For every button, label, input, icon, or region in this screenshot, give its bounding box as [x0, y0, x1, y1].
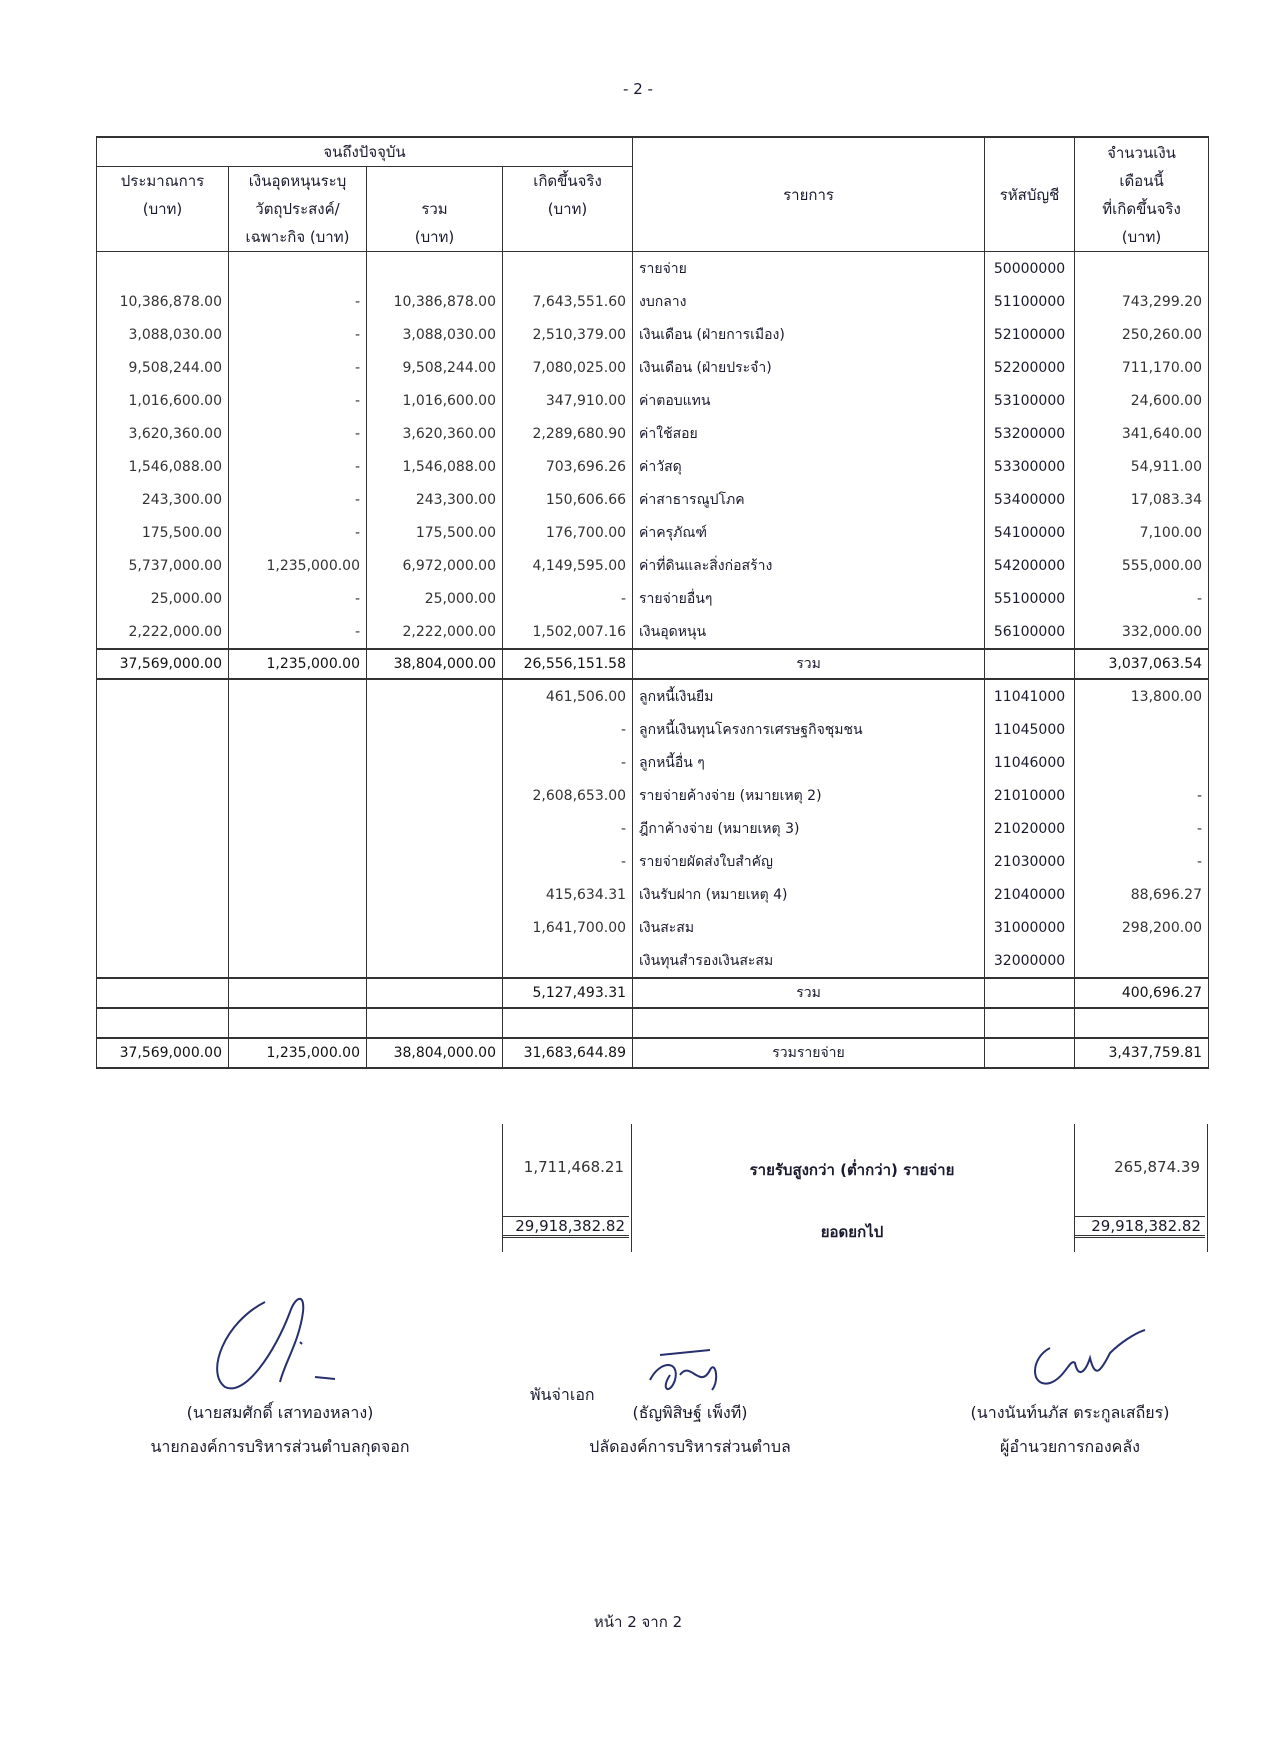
- account-cell-month: -: [1075, 812, 1209, 845]
- expense-cell-month: 341,640.00: [1075, 417, 1209, 450]
- expense-cell-item: เงินอุดหนุน: [633, 615, 985, 649]
- account-cell-item: เงินทุนสำรองเงินสะสม: [633, 944, 985, 978]
- total-month: 3,037,063.54: [1075, 649, 1209, 679]
- expense-row: [97, 351, 1209, 384]
- account-cell-code: 11045000: [985, 713, 1075, 746]
- signatory-left-name: (นายสมศักดิ์ เสาทองหลาง): [186, 1403, 374, 1422]
- account-cell-code: 21040000: [985, 878, 1075, 911]
- expense-cell-budget: 175,500.00: [97, 516, 229, 549]
- empty-cell: [367, 713, 503, 746]
- expense-cell-actual: 7,643,551.60: [503, 285, 633, 318]
- expense-cell-code: 53200000: [985, 417, 1075, 450]
- signatory-right: [920, 1396, 1220, 1464]
- expense-cell-actual: 2,289,680.90: [503, 417, 633, 450]
- empty-cell: [229, 878, 367, 911]
- expense-cell-total: [367, 252, 503, 286]
- expense-cell-item: เงินเดือน (ฝ่ายประจำ): [633, 351, 985, 384]
- signatory-mid-rank: พันจ่าเอก: [530, 1385, 595, 1404]
- expense-cell-month: 7,100.00: [1075, 516, 1209, 549]
- expense-cell-item: รายจ่าย: [633, 252, 985, 286]
- account-cell-month: -: [1075, 845, 1209, 878]
- expense-cell-subsidy: -: [229, 285, 367, 318]
- account-cell-item: ลูกหนี้เงินยืม: [633, 679, 985, 713]
- account-row: [97, 679, 1209, 713]
- total-subsidy: 1,235,000.00: [229, 649, 367, 679]
- empty-cell: [229, 779, 367, 812]
- expense-cell-actual: 1,502,007.16: [503, 615, 633, 649]
- signature-left: [195, 1282, 355, 1402]
- expense-cell-actual: 7,080,025.00: [503, 351, 633, 384]
- signatory-right-title: ผู้อำนวยการกองคลัง: [1000, 1437, 1140, 1456]
- expense-cell-budget: 1,546,088.00: [97, 450, 229, 483]
- expense-cell-total: 1,016,600.00: [367, 384, 503, 417]
- account-cell-code: 31000000: [985, 911, 1075, 944]
- expense-row: [97, 549, 1209, 582]
- expense-total-row: [97, 649, 1209, 679]
- expense-cell-month: 54,911.00: [1075, 450, 1209, 483]
- expense-cell-item: ค่าวัสดุ: [633, 450, 985, 483]
- account-cell-month: -: [1075, 779, 1209, 812]
- account-row: [97, 911, 1209, 944]
- account-row: [97, 713, 1209, 746]
- empty-cell: [367, 679, 503, 713]
- account-cell-code: 32000000: [985, 944, 1075, 978]
- other-total-row: [97, 978, 1209, 1008]
- expense-cell-code: 53300000: [985, 450, 1075, 483]
- account-cell-item: รายจ่ายผัดส่งใบสำคัญ: [633, 845, 985, 878]
- expense-cell-subsidy: -: [229, 516, 367, 549]
- signatory-mid-title: ปลัดองค์การบริหารส่วนตำบล: [589, 1437, 791, 1456]
- expense-cell-subsidy: -: [229, 483, 367, 516]
- account-cell-actual: 461,506.00: [503, 679, 633, 713]
- expense-cell-item: ค่าใช้สอย: [633, 417, 985, 450]
- account-cell-code: 11041000: [985, 679, 1075, 713]
- account-row: [97, 944, 1209, 978]
- spacer-row: [97, 1008, 1209, 1038]
- expense-cell-month: 332,000.00: [1075, 615, 1209, 649]
- empty-cell: [367, 911, 503, 944]
- account-cell-actual: -: [503, 746, 633, 779]
- expense-cell-subsidy: -: [229, 318, 367, 351]
- carried-month: 29,918,382.82: [1075, 1216, 1205, 1238]
- expense-cell-total: 9,508,244.00: [367, 351, 503, 384]
- account-cell-month: 88,696.27: [1075, 878, 1209, 911]
- account-cell-code: 21030000: [985, 845, 1075, 878]
- empty-cell: [367, 779, 503, 812]
- expense-cell-budget: 10,386,878.00: [97, 285, 229, 318]
- expense-cell-month: -: [1075, 582, 1209, 615]
- expense-cell-subsidy: -: [229, 582, 367, 615]
- header-actual: เกิดขึ้นจริง (บาท): [503, 167, 633, 252]
- account-row: [97, 812, 1209, 845]
- expense-cell-item: ค่าสาธารณูปโภค: [633, 483, 985, 516]
- carried-actual: 29,918,382.82: [503, 1216, 629, 1238]
- account-cell-item: เงินสะสม: [633, 911, 985, 944]
- empty-cell: [229, 812, 367, 845]
- empty-cell: [97, 911, 229, 944]
- empty-cell: [97, 779, 229, 812]
- expense-cell-code: 52100000: [985, 318, 1075, 351]
- account-cell-code: 21010000: [985, 779, 1075, 812]
- signature-middle: [640, 1340, 730, 1400]
- account-row: [97, 878, 1209, 911]
- empty-cell: [229, 713, 367, 746]
- header-group: จนถึงปัจจุบัน: [97, 137, 633, 167]
- account-row: [97, 746, 1209, 779]
- expense-cell-total: 243,300.00: [367, 483, 503, 516]
- expense-cell-item: งบกลาง: [633, 285, 985, 318]
- expense-cell-budget: 3,620,360.00: [97, 417, 229, 450]
- account-cell-item: รายจ่ายค้างจ่าย (หมายเหตุ 2): [633, 779, 985, 812]
- signatory-mid-name: (ธัญพิสิษฐ์ เพ็งที): [632, 1403, 748, 1422]
- expense-cell-total: 1,546,088.00: [367, 450, 503, 483]
- expense-cell-code: 54100000: [985, 516, 1075, 549]
- expense-cell-actual: 347,910.00: [503, 384, 633, 417]
- expense-cell-total: 6,972,000.00: [367, 549, 503, 582]
- expense-cell-month: 743,299.20: [1075, 285, 1209, 318]
- account-cell-actual: 1,641,700.00: [503, 911, 633, 944]
- expense-row: [97, 384, 1209, 417]
- expense-cell-subsidy: -: [229, 351, 367, 384]
- grand-subsidy: 1,235,000.00: [229, 1038, 367, 1068]
- expense-row: [97, 285, 1209, 318]
- expense-row: [97, 483, 1209, 516]
- account-row: [97, 779, 1209, 812]
- account-cell-code: 21020000: [985, 812, 1075, 845]
- expense-cell-actual: 2,510,379.00: [503, 318, 633, 351]
- account-cell-actual: -: [503, 713, 633, 746]
- header-code: รหัสบัญชี: [985, 137, 1075, 252]
- expense-cell-actual: [503, 252, 633, 286]
- empty-cell: [97, 845, 229, 878]
- account-cell-item: ลูกหนี้อื่น ๆ: [633, 746, 985, 779]
- account-cell-month: [1075, 746, 1209, 779]
- account-cell-month: [1075, 944, 1209, 978]
- surplus-label: รายรับสูงกว่า (ต่ำกว่า) รายจ่าย: [749, 1161, 955, 1179]
- expense-cell-budget: 243,300.00: [97, 483, 229, 516]
- expense-cell-budget: [97, 252, 229, 286]
- empty-cell: [229, 746, 367, 779]
- expense-cell-total: 25,000.00: [367, 582, 503, 615]
- expense-row: [97, 318, 1209, 351]
- expense-cell-item: ค่าตอบแทน: [633, 384, 985, 417]
- signatory-middle: [540, 1396, 840, 1464]
- expense-cell-total: 175,500.00: [367, 516, 503, 549]
- expense-cell-subsidy: -: [229, 417, 367, 450]
- total-total: 38,804,000.00: [367, 649, 503, 679]
- account-cell-code: 11046000: [985, 746, 1075, 779]
- expense-cell-code: 55100000: [985, 582, 1075, 615]
- expense-cell-item: รายจ่ายอื่นๆ: [633, 582, 985, 615]
- expense-cell-month: 711,170.00: [1075, 351, 1209, 384]
- account-cell-actual: [503, 944, 633, 978]
- expense-cell-actual: 4,149,595.00: [503, 549, 633, 582]
- signatory-left: [120, 1396, 440, 1464]
- expense-cell-subsidy: 1,235,000.00: [229, 549, 367, 582]
- empty-cell: [229, 911, 367, 944]
- empty-cell: [97, 944, 229, 978]
- expense-cell-code: 50000000: [985, 252, 1075, 286]
- carried-label: ยอดยกไป: [820, 1223, 884, 1241]
- expense-cell-month: 250,260.00: [1075, 318, 1209, 351]
- expense-cell-budget: 25,000.00: [97, 582, 229, 615]
- expense-cell-actual: 703,696.26: [503, 450, 633, 483]
- expense-cell-total: 10,386,878.00: [367, 285, 503, 318]
- other-total-label: รวม: [633, 978, 985, 1008]
- expense-cell-code: 56100000: [985, 615, 1075, 649]
- grand-month: 3,437,759.81: [1075, 1038, 1209, 1068]
- other-total-actual: 5,127,493.31: [503, 978, 633, 1008]
- expense-cell-budget: 5,737,000.00: [97, 549, 229, 582]
- expense-cell-item: ค่าที่ดินและสิ่งก่อสร้าง: [633, 549, 985, 582]
- account-cell-item: เงินรับฝาก (หมายเหตุ 4): [633, 878, 985, 911]
- account-cell-item: ฎีกาค้างจ่าย (หมายเหตุ 3): [633, 812, 985, 845]
- total-budget: 37,569,000.00: [97, 649, 229, 679]
- header-subsidy: เงินอุดหนุนระบุ วัตถุประสงค์/ เฉพาะกิจ (บาท): [229, 167, 367, 252]
- expense-cell-budget: 9,508,244.00: [97, 351, 229, 384]
- page-marker: - 2 -: [623, 80, 653, 98]
- account-cell-actual: 2,608,653.00: [503, 779, 633, 812]
- expense-cell-month: [1075, 252, 1209, 286]
- expense-row: [97, 450, 1209, 483]
- empty-cell: [367, 878, 503, 911]
- account-cell-month: 13,800.00: [1075, 679, 1209, 713]
- account-cell-actual: -: [503, 845, 633, 878]
- signatory-left-title: นายกองค์การบริหารส่วนตำบลกุดจอก: [150, 1437, 410, 1456]
- expense-cell-code: 54200000: [985, 549, 1075, 582]
- grand-budget: 37,569,000.00: [97, 1038, 229, 1068]
- grand-actual: 31,683,644.89: [503, 1038, 633, 1068]
- expense-row: [97, 417, 1209, 450]
- empty-cell: [229, 845, 367, 878]
- empty-cell: [97, 746, 229, 779]
- ledger-table: [96, 136, 1209, 1069]
- expense-cell-budget: 3,088,030.00: [97, 318, 229, 351]
- signature-right: [1020, 1328, 1150, 1398]
- empty-cell: [229, 944, 367, 978]
- grand-total: 38,804,000.00: [367, 1038, 503, 1068]
- grand-total-row: [97, 1038, 1209, 1068]
- header-budget: ประมาณการ (บาท): [97, 167, 229, 252]
- expense-cell-actual: -: [503, 582, 633, 615]
- expense-row: [97, 252, 1209, 286]
- account-cell-actual: -: [503, 812, 633, 845]
- empty-cell: [367, 944, 503, 978]
- account-cell-actual: 415,634.31: [503, 878, 633, 911]
- expense-cell-actual: 176,700.00: [503, 516, 633, 549]
- empty-cell: [229, 679, 367, 713]
- expense-cell-code: 51100000: [985, 285, 1075, 318]
- expense-cell-code: 53100000: [985, 384, 1075, 417]
- expense-cell-subsidy: -: [229, 384, 367, 417]
- total-actual: 26,556,151.58: [503, 649, 633, 679]
- account-cell-month: 298,200.00: [1075, 911, 1209, 944]
- empty-cell: [97, 713, 229, 746]
- empty-cell: [367, 746, 503, 779]
- expense-cell-item: ค่าครุภัณฑ์: [633, 516, 985, 549]
- expense-cell-month: 24,600.00: [1075, 384, 1209, 417]
- expense-cell-budget: 1,016,600.00: [97, 384, 229, 417]
- expense-row: [97, 615, 1209, 649]
- page-footer: หน้า 2 จาก 2: [593, 1613, 683, 1631]
- empty-cell: [97, 679, 229, 713]
- expense-cell-code: 53400000: [985, 483, 1075, 516]
- expense-row: [97, 516, 1209, 549]
- account-cell-month: [1075, 713, 1209, 746]
- expense-cell-month: 17,083.34: [1075, 483, 1209, 516]
- expense-cell-subsidy: -: [229, 615, 367, 649]
- expense-cell-subsidy: [229, 252, 367, 286]
- empty-cell: [367, 845, 503, 878]
- other-total-month: 400,696.27: [1075, 978, 1209, 1008]
- account-cell-item: ลูกหนี้เงินทุนโครงการเศรษฐกิจชุมชน: [633, 713, 985, 746]
- surplus-month: 265,874.39: [1114, 1158, 1200, 1176]
- expense-cell-month: 555,000.00: [1075, 549, 1209, 582]
- expense-cell-subsidy: -: [229, 450, 367, 483]
- surplus-actual: 1,711,468.21: [523, 1158, 624, 1176]
- empty-cell: [97, 878, 229, 911]
- empty-cell: [97, 812, 229, 845]
- total-label: รวม: [633, 649, 985, 679]
- header-month: จำนวนเงิน เดือนนี้ ที่เกิดขึ้นจริง (บาท): [1075, 137, 1209, 252]
- expense-cell-actual: 150,606.66: [503, 483, 633, 516]
- expense-cell-total: 3,088,030.00: [367, 318, 503, 351]
- expense-cell-code: 52200000: [985, 351, 1075, 384]
- account-row: [97, 845, 1209, 878]
- signatory-right-name: (นางนันท์นภัส ตระกูลเสถียร): [970, 1403, 1170, 1422]
- header-item: รายการ: [633, 137, 985, 252]
- expense-cell-item: เงินเดือน (ฝ่ายการเมือง): [633, 318, 985, 351]
- grand-label: รวมรายจ่าย: [633, 1038, 985, 1068]
- expense-row: [97, 582, 1209, 615]
- expense-cell-total: 2,222,000.00: [367, 615, 503, 649]
- empty-cell: [367, 812, 503, 845]
- expense-cell-budget: 2,222,000.00: [97, 615, 229, 649]
- expense-cell-total: 3,620,360.00: [367, 417, 503, 450]
- header-total: รวม (บาท): [367, 167, 503, 252]
